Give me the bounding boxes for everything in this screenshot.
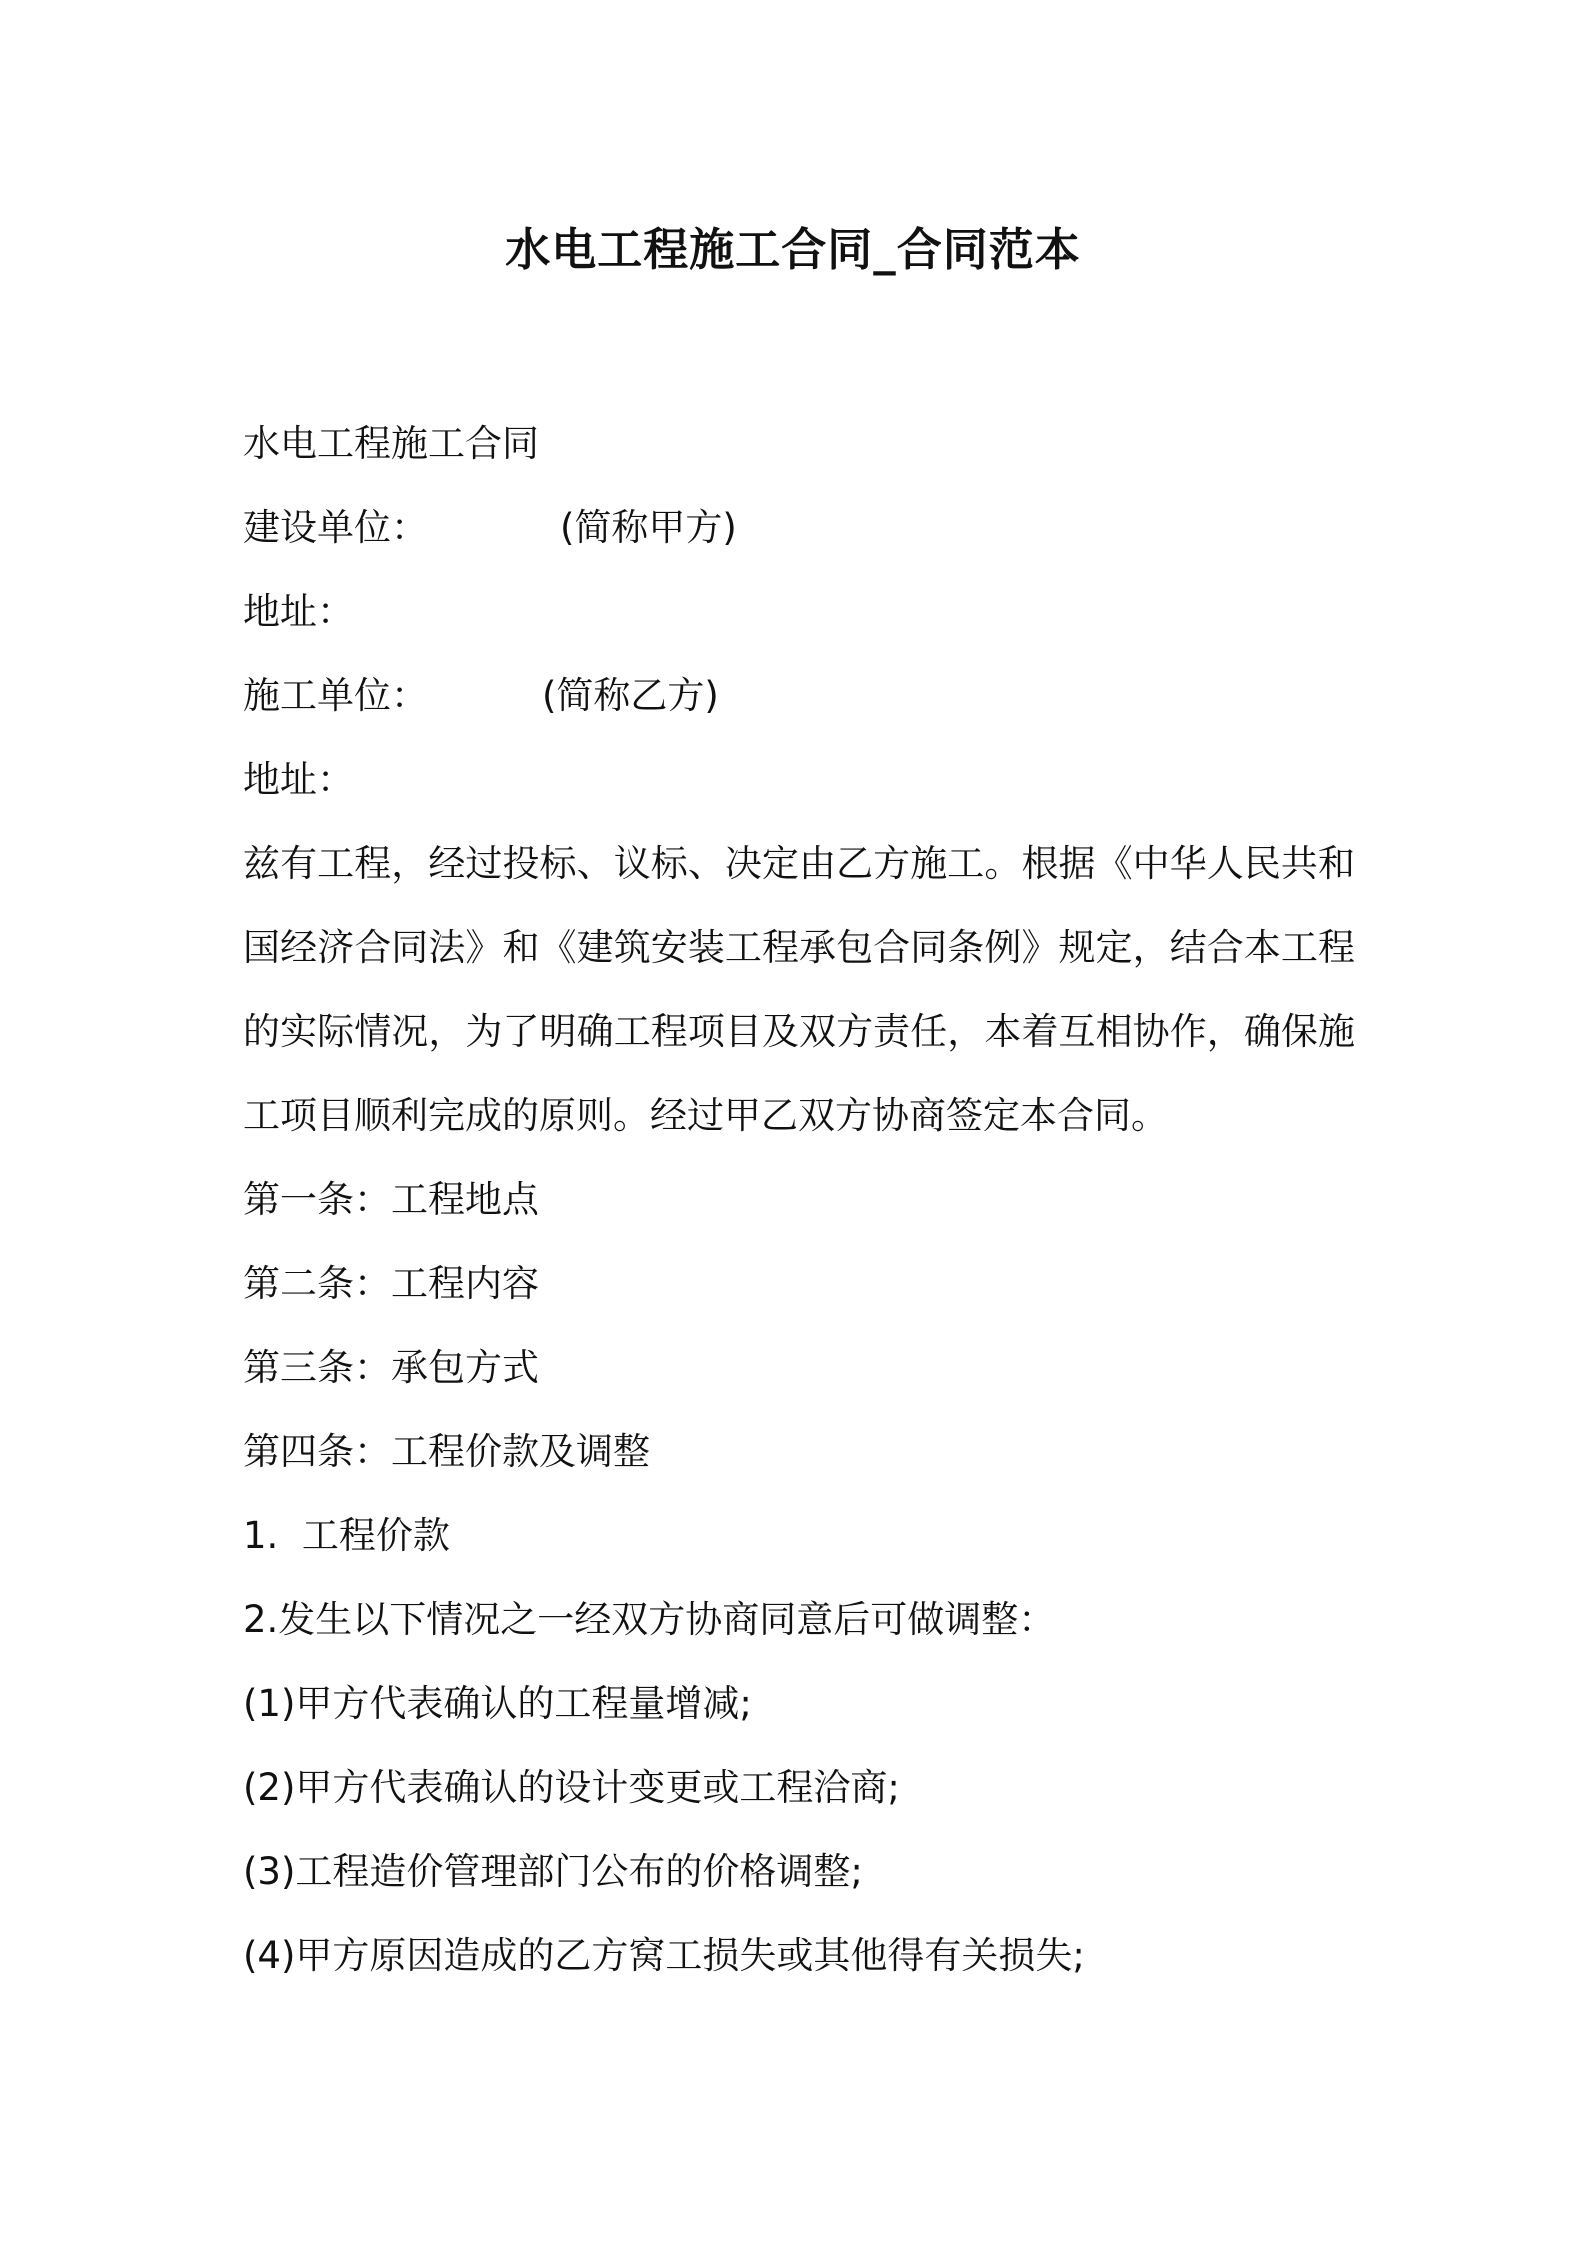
document-title: 水电工程施工合同_合同范本 bbox=[505, 223, 1081, 276]
document-body bbox=[243, 402, 1363, 1998]
party-a-alias: (简称甲方) bbox=[560, 506, 737, 549]
subitem-1: 1. 工程价款 bbox=[243, 1514, 450, 1557]
subitem-2: 2.发生以下情况之一经双方协商同意后可做调整： bbox=[243, 1598, 1056, 1641]
condition-1: (1)甲方代表确认的工程量增减; bbox=[243, 1682, 752, 1725]
condition-3: (3)工程造价管理部门公布的价格调整; bbox=[243, 1850, 863, 1893]
article-1: 第一条：工程地点 bbox=[243, 1178, 539, 1221]
article-3: 第三条：承包方式 bbox=[243, 1346, 539, 1389]
condition-4: (4)甲方原因造成的乙方窝工损失或其他得有关损失; bbox=[243, 1934, 1085, 1977]
party-b-line bbox=[243, 654, 1363, 738]
article-2: 第二条：工程内容 bbox=[243, 1262, 539, 1305]
party-a-address: 地址： bbox=[243, 590, 354, 633]
party-a-label: 建设单位： bbox=[243, 506, 428, 549]
preamble-paragraph: 兹有工程，经过投标、议标、决定由乙方施工。根据《中华人民共和国经济合同法》和《建筑安装工程承包合同条例》规定，结合本工程的实际情况，为了明确工程项目及双方责任，本着互相协作，确保施工项目顺利完成的原则。经过甲乙双方协商签定本合同。 bbox=[243, 842, 1355, 1137]
party-b-label: 施工单位： bbox=[243, 674, 428, 717]
party-b-alias: (简称乙方) bbox=[542, 674, 719, 717]
party-b-address: 地址： bbox=[243, 758, 354, 801]
party-a-line bbox=[243, 486, 1363, 570]
article-4: 第四条：工程价款及调整 bbox=[243, 1430, 650, 1473]
contract-heading: 水电工程施工合同 bbox=[243, 422, 539, 465]
condition-2: (2)甲方代表确认的设计变更或工程洽商; bbox=[243, 1766, 900, 1809]
